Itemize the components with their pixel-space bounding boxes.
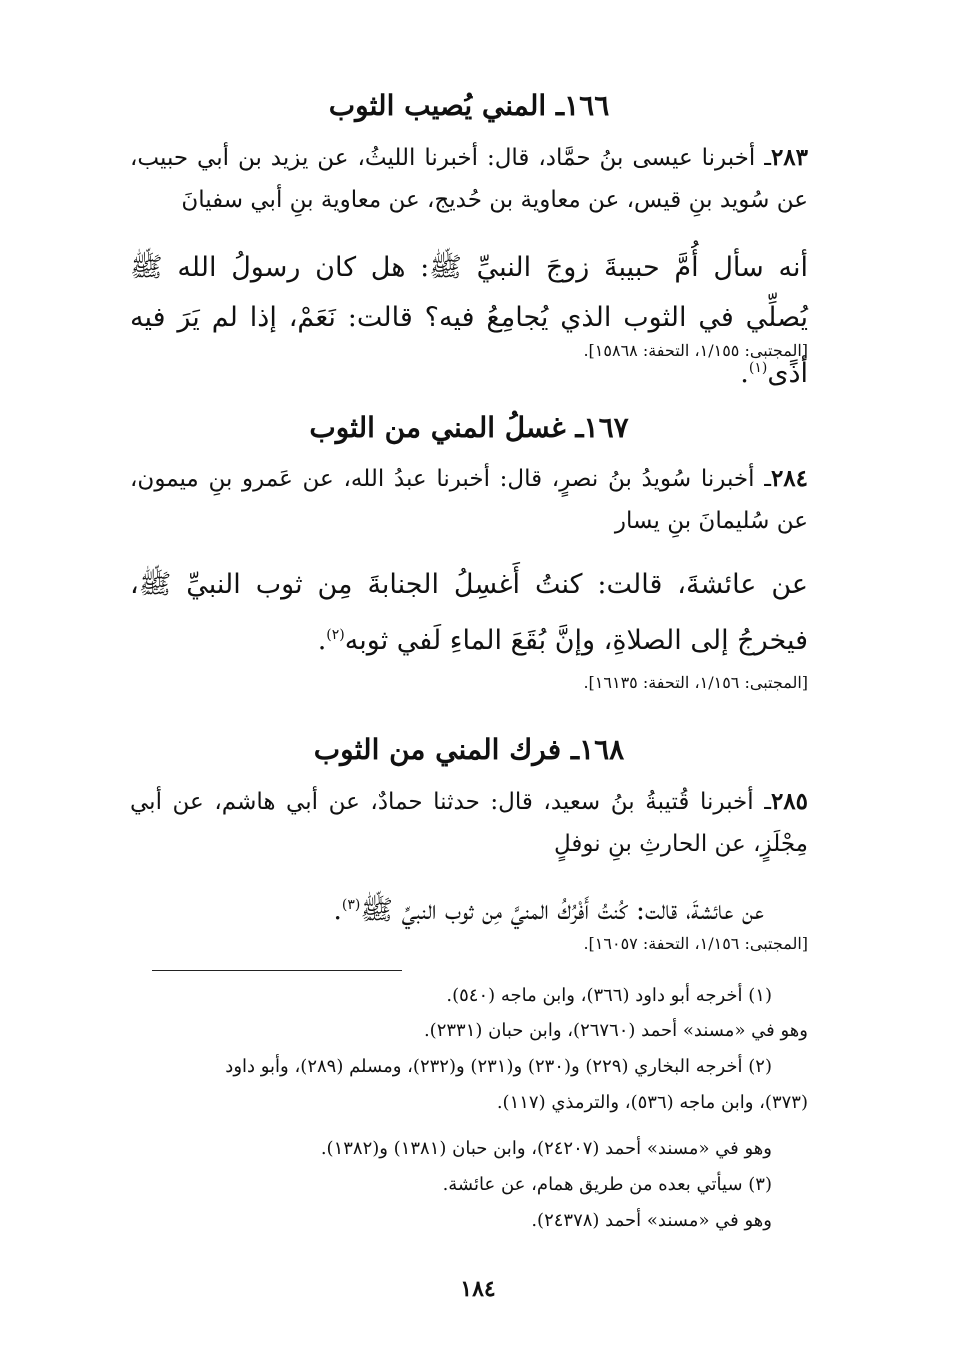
chapter-heading: ١٦٧ـ غسلُ المني من الثوب <box>309 411 629 444</box>
footnote-marker: (٣) <box>341 897 361 913</box>
hadith-isnad <box>130 137 808 221</box>
footnote-line: وهو في «مسند» أحمد (٢٦٧٦٠)، وابن حبان (٢٣٣١). <box>423 1020 808 1041</box>
hadith-number: ٢٨٤ <box>770 465 808 492</box>
footnote-line: (٣) سيأتي بعده من طريق همام، عن عائشة. <box>442 1174 772 1195</box>
hadith-isnad <box>130 781 808 865</box>
footnote-marker: (٢) <box>326 627 345 643</box>
matn-end: . <box>333 895 342 926</box>
footnote-marker: (١) <box>748 360 768 376</box>
isnad-text: ـ أخبرنا سُويدُ بنُ نصرٍ، قال: أخبرنا عبدُ الله، عن عَمرو بنِ ميمون، عن سُليمانَ بنِ يسار <box>130 466 808 534</box>
footnote-line: وهو في «مسند» أحمد (٢٤٢٠٧)، وابن حبان (١٣٨١) و(١٣٨٢). <box>320 1138 772 1159</box>
source-reference: [المجتبى: ١/١٥٦، التحفة: ١٦٠٥٧]. <box>583 934 808 953</box>
hadith-number: ٢٨٣ <box>770 144 808 171</box>
hadith-matn <box>130 243 808 399</box>
matn-end: . <box>740 358 749 389</box>
chapter-heading: ١٦٦ـ المني يُصيب الثوب <box>328 89 610 122</box>
matn-end: . <box>317 625 327 656</box>
hadith-number: ٢٨٥ <box>770 788 808 815</box>
matn-text: أنه سأل أُمَّ حبيبةَ زوجَ النبيِّ ﷺ: هل كان رسولُ الله ﷺ يُصلِّي في الثوب الذي يُجامِعُ فيه؟ قالت: نَعَمْ، إذا لم يَرَ فيه أذًى <box>130 252 808 389</box>
chapter-heading: ١٦٨ـ فرك المني من الثوب <box>313 733 625 766</box>
source-reference: [المجتبى: ١/١٥٦، التحفة: ١٦١٣٥]. <box>583 673 808 692</box>
page-number: ١٨٤ <box>460 1276 496 1302</box>
footnote-separator <box>152 970 402 971</box>
footnote-line: (٣٧٣)، وابن ماجه (٥٣٦)، والترمذي (١١٧). <box>496 1092 808 1113</box>
hadith-matn <box>130 560 808 666</box>
isnad-text: ـ أخبرنا قُتيبةُ بنُ سعيد، قال: حدثنا حمادٌ، عن أبي هاشم، عن أبي مِجْلَزٍ، عن الحارثِ بنِ نوفلٍ <box>130 789 808 857</box>
isnad-text: ـ أخبرنا عيسى بنُ حمَّاد، قال: أخبرنا الليثُ، عن يزيد بن أبي حبيب، عن سُويد بنِ قيس، عن معاوية بن حُديج، عن معاوية بنِ أبي سفيانَ <box>130 145 808 213</box>
hadith-isnad <box>130 458 808 542</box>
footnote-line: (١) أخرجه أبو داود (٣٦٦)، وابن ماجه (٥٤٠). <box>446 985 772 1006</box>
matn-text: عن عائشةَ، قالت: كُنتُ أَفْرُكُ المنيَّ مِن ثوب النبيِّ ﷺ <box>360 895 764 926</box>
footnote-line: (٢) أخرجه البخاري (٢٢٩) و(٢٣٠) و(٢٣١) و(٢٣٢)، ومسلم (٢٨٩)، وأبو داود <box>225 1056 772 1077</box>
footnote-line: وهو في «مسند» أحمد (٢٤٣٧٨). <box>531 1210 772 1231</box>
matn-text: عن عائشةَ، قالت: كنتُ أَغسِلُ الجنابةَ مِن ثوب النبيِّ ﷺ، فيخرجُ إلى الصلاةِ، وإنَّ بُقَعَ الماءِ لَفي ثوبه <box>130 569 808 656</box>
hadith-matn <box>86 880 764 936</box>
source-reference: [المجتبى: ١/١٥٥، التحفة: ١٥٨٦٨]. <box>583 341 808 360</box>
